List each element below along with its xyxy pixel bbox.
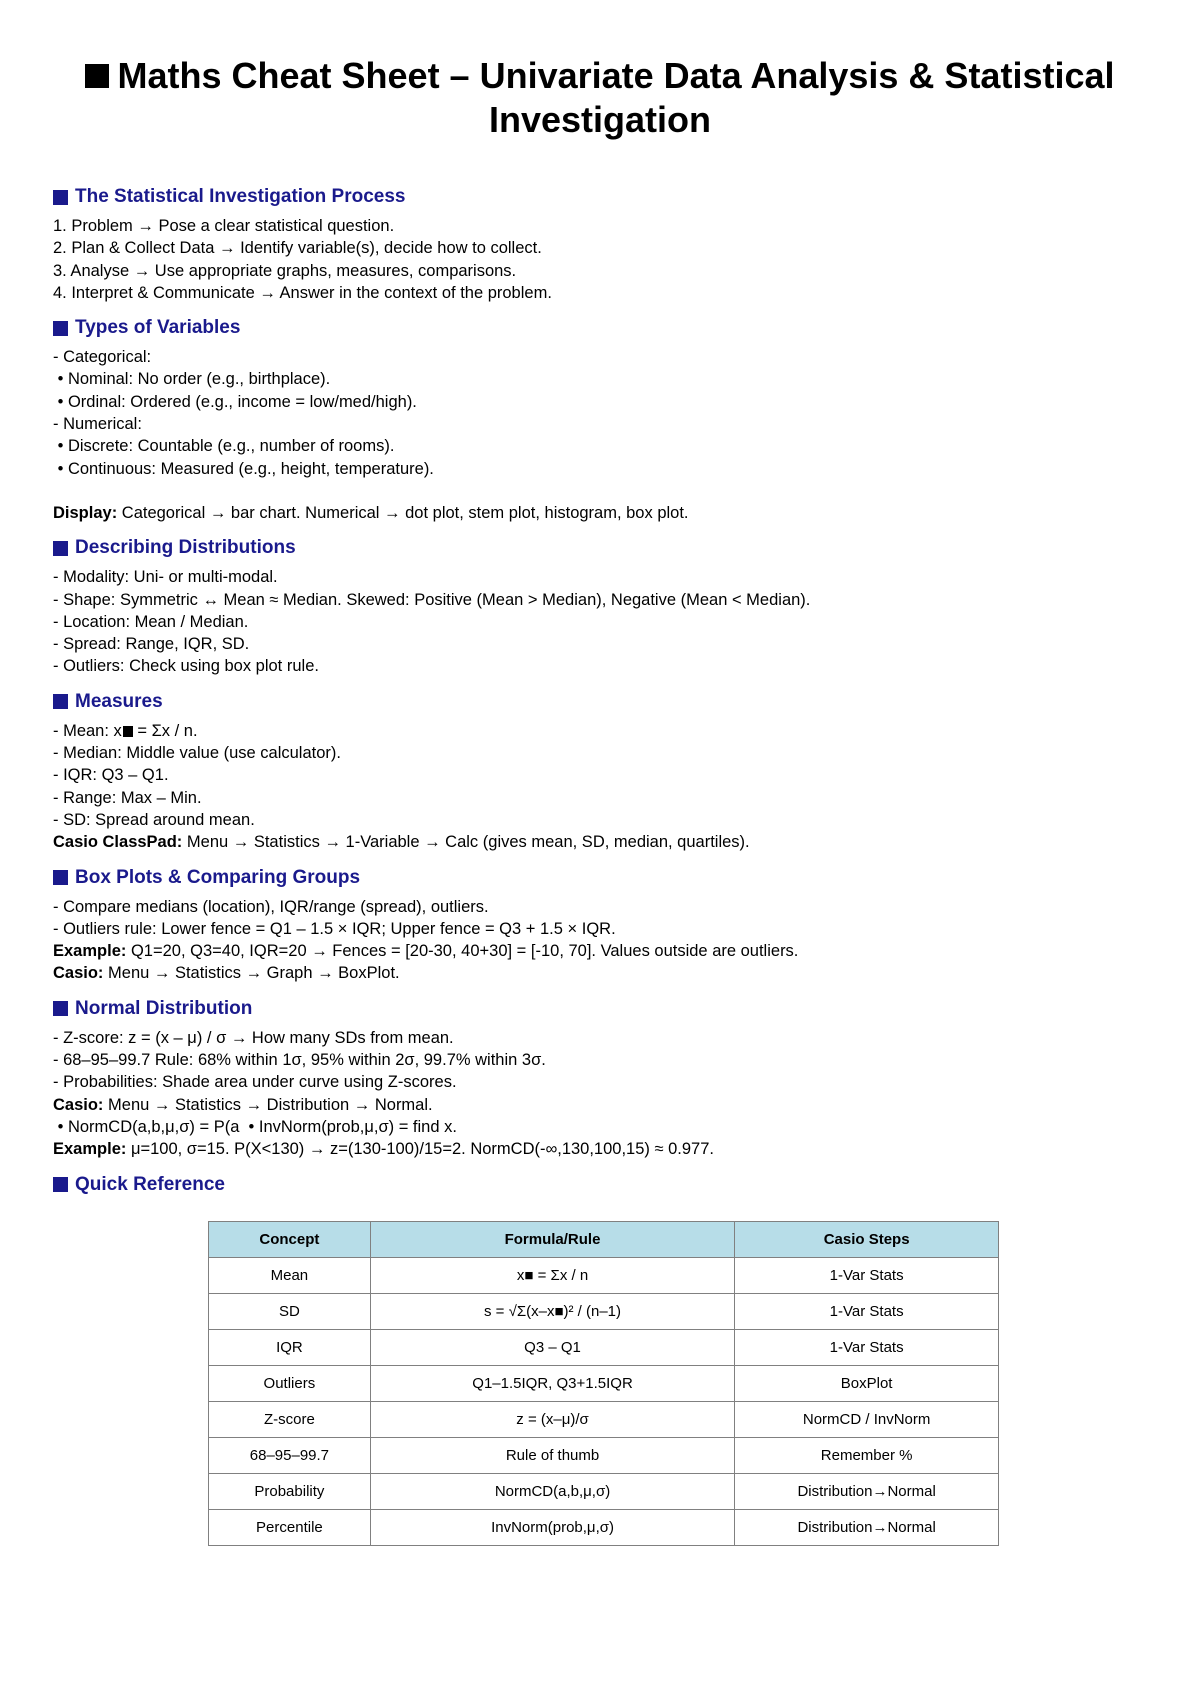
text-line: • Nominal: No order (e.g., birthplace). [53,370,331,389]
section-heading: The Statistical Investigation Process [53,185,1153,209]
section-heading: Types of Variables [53,316,1153,340]
table-cell: Distribution→Normal [735,1474,999,1510]
text-line: - Categorical: [53,348,152,367]
text-line: - Probabilities: Shade area under curve using Z-scores. [53,1073,457,1092]
text-line: - IQR: Q3 – Q1. [53,766,169,785]
text-line: - Median: Middle value (use calculator). [53,744,341,763]
blue-square-icon [53,694,68,709]
table-cell: 1-Var Stats [735,1258,999,1294]
text-line: • Discrete: Countable (e.g., number of rooms). [53,437,395,456]
example-line: Example: Q1=20, Q3=40, IQR=20 → Fences = [20-30, 40+30] = [-10, 70]. Values outside are outliers. [53,942,799,961]
blue-square-icon [53,541,68,556]
text-line: - SD: Spread around mean. [53,810,255,829]
spacer [53,480,1153,502]
content-body [53,185,1153,1209]
section-normal [53,997,1153,1161]
table-cell: Probability [209,1474,371,1510]
section-heading: Describing Distributions [53,536,1153,560]
black-square-icon [85,64,109,88]
section-process [53,185,1153,304]
section-measures [53,690,1153,854]
table-cell: Distribution→Normal [735,1510,999,1546]
table-cell: 68–95–99.7 [209,1438,371,1474]
table-cell: InvNorm(prob,μ,σ) [370,1510,734,1546]
table-row [209,1258,999,1294]
table-row [209,1330,999,1366]
text-line: - Shape: Symmetric ↔ Mean ≈ Median. Skewed: Positive (Mean > Median), Negative (Mean < Median). [53,590,811,609]
column-header: Concept [209,1222,371,1258]
column-header: Casio Steps [735,1222,999,1258]
table-cell: NormCD / InvNorm [735,1402,999,1438]
text-line: - Z-score: z = (x – μ) / σ → How many SDs from mean. [53,1028,454,1047]
text-line: - Range: Max – Min. [53,788,202,807]
text-line: - Compare medians (location), IQR/range (spread), outliers. [53,897,489,916]
table-row [209,1438,999,1474]
text-line: - Numerical: [53,415,142,434]
blue-square-icon [53,1001,68,1016]
casio-line: Casio: Menu → Statistics → Graph → BoxPlot. [53,964,400,983]
table-cell: BoxPlot [735,1366,999,1402]
section-heading: Normal Distribution [53,997,1153,1021]
table-cell: x■ = Σx / n [370,1258,734,1294]
display-line: Display: Categorical → bar chart. Numerical → dot plot, stem plot, histogram, box plot. [53,503,689,522]
section-variables [53,316,1153,524]
section-reference [53,1173,1153,1197]
text-line: - Spread: Range, IQR, SD. [53,635,250,654]
section-heading: Quick Reference [53,1173,1153,1197]
table-cell: SD [209,1294,371,1330]
text-line: - 68–95–99.7 Rule: 68% within 1σ, 95% within 2σ, 99.7% within 3σ. [53,1051,546,1070]
casio-line: Casio ClassPad: Menu → Statistics → 1-Variable → Calc (gives mean, SD, median, quartiles). [53,833,750,852]
blue-square-icon [53,870,68,885]
blue-square-icon [53,1177,68,1192]
table-row [209,1366,999,1402]
table-cell: Q1–1.5IQR, Q3+1.5IQR [370,1366,734,1402]
table-cell: 1-Var Stats [735,1330,999,1366]
column-header: Formula/Rule [370,1222,734,1258]
missing-glyph-box [123,726,133,737]
table-cell: Z-score [209,1402,371,1438]
table-cell: Outliers [209,1366,371,1402]
section-boxplots [53,866,1153,985]
table-cell: z = (x–μ)/σ [370,1402,734,1438]
page-title-text: Maths Cheat Sheet – Univariate Data Analysis & Statistical Investigation [117,55,1115,140]
text-line: - Location: Mean / Median. [53,612,249,631]
table-row [209,1294,999,1330]
table-cell: Mean [209,1258,371,1294]
table-row [209,1402,999,1438]
table-cell: Remember % [735,1438,999,1474]
table-row [209,1510,999,1546]
quick-reference-table [208,1221,999,1546]
process-step: 3. Analyse → Use appropriate graphs, measures, comparisons. [53,261,517,280]
section-heading: Box Plots & Comparing Groups [53,866,1153,890]
process-step: 2. Plan & Collect Data → Identify variable(s), decide how to collect. [53,239,542,258]
process-step: 1. Problem → Pose a clear statistical question. [53,217,395,235]
section-distributions [53,536,1153,677]
page-title [60,54,1140,142]
table-row [209,1474,999,1510]
text-line: - Outliers rule: Lower fence = Q1 – 1.5 × IQR; Upper fence = Q3 + 1.5 × IQR. [53,919,616,938]
table-cell: Q3 – Q1 [370,1330,734,1366]
table-header-row [209,1222,999,1258]
text-line: • Ordinal: Ordered (e.g., income = low/med/high). [53,392,417,411]
casio-line: Casio: Menu → Statistics → Distribution → Normal. [53,1095,433,1114]
table-cell: Rule of thumb [370,1438,734,1474]
table-cell: NormCD(a,b,μ,σ) [370,1474,734,1510]
table-cell: IQR [209,1330,371,1366]
section-heading: Measures [53,690,1153,714]
text-line: • NormCD(a,b,μ,σ) = P(a • InvNorm(prob,μ,σ) = find x. [53,1117,457,1136]
table-cell: s = √Σ(x–x■)² / (n–1) [370,1294,734,1330]
blue-square-icon [53,321,68,336]
mean-line: - Mean: x = Σx / n. [53,721,198,740]
process-step: 4. Interpret & Communicate → Answer in the context of the problem. [53,283,552,302]
example-line: Example: μ=100, σ=15. P(X<130) → z=(130-100)/15=2. NormCD(-∞,130,100,15) ≈ 0.977. [53,1140,714,1159]
text-line: - Outliers: Check using box plot rule. [53,657,319,676]
blue-square-icon [53,190,68,205]
table-cell: Percentile [209,1510,371,1546]
text-line: - Modality: Uni- or multi-modal. [53,568,278,587]
table-cell: 1-Var Stats [735,1294,999,1330]
text-line: • Continuous: Measured (e.g., height, temperature). [53,459,434,478]
